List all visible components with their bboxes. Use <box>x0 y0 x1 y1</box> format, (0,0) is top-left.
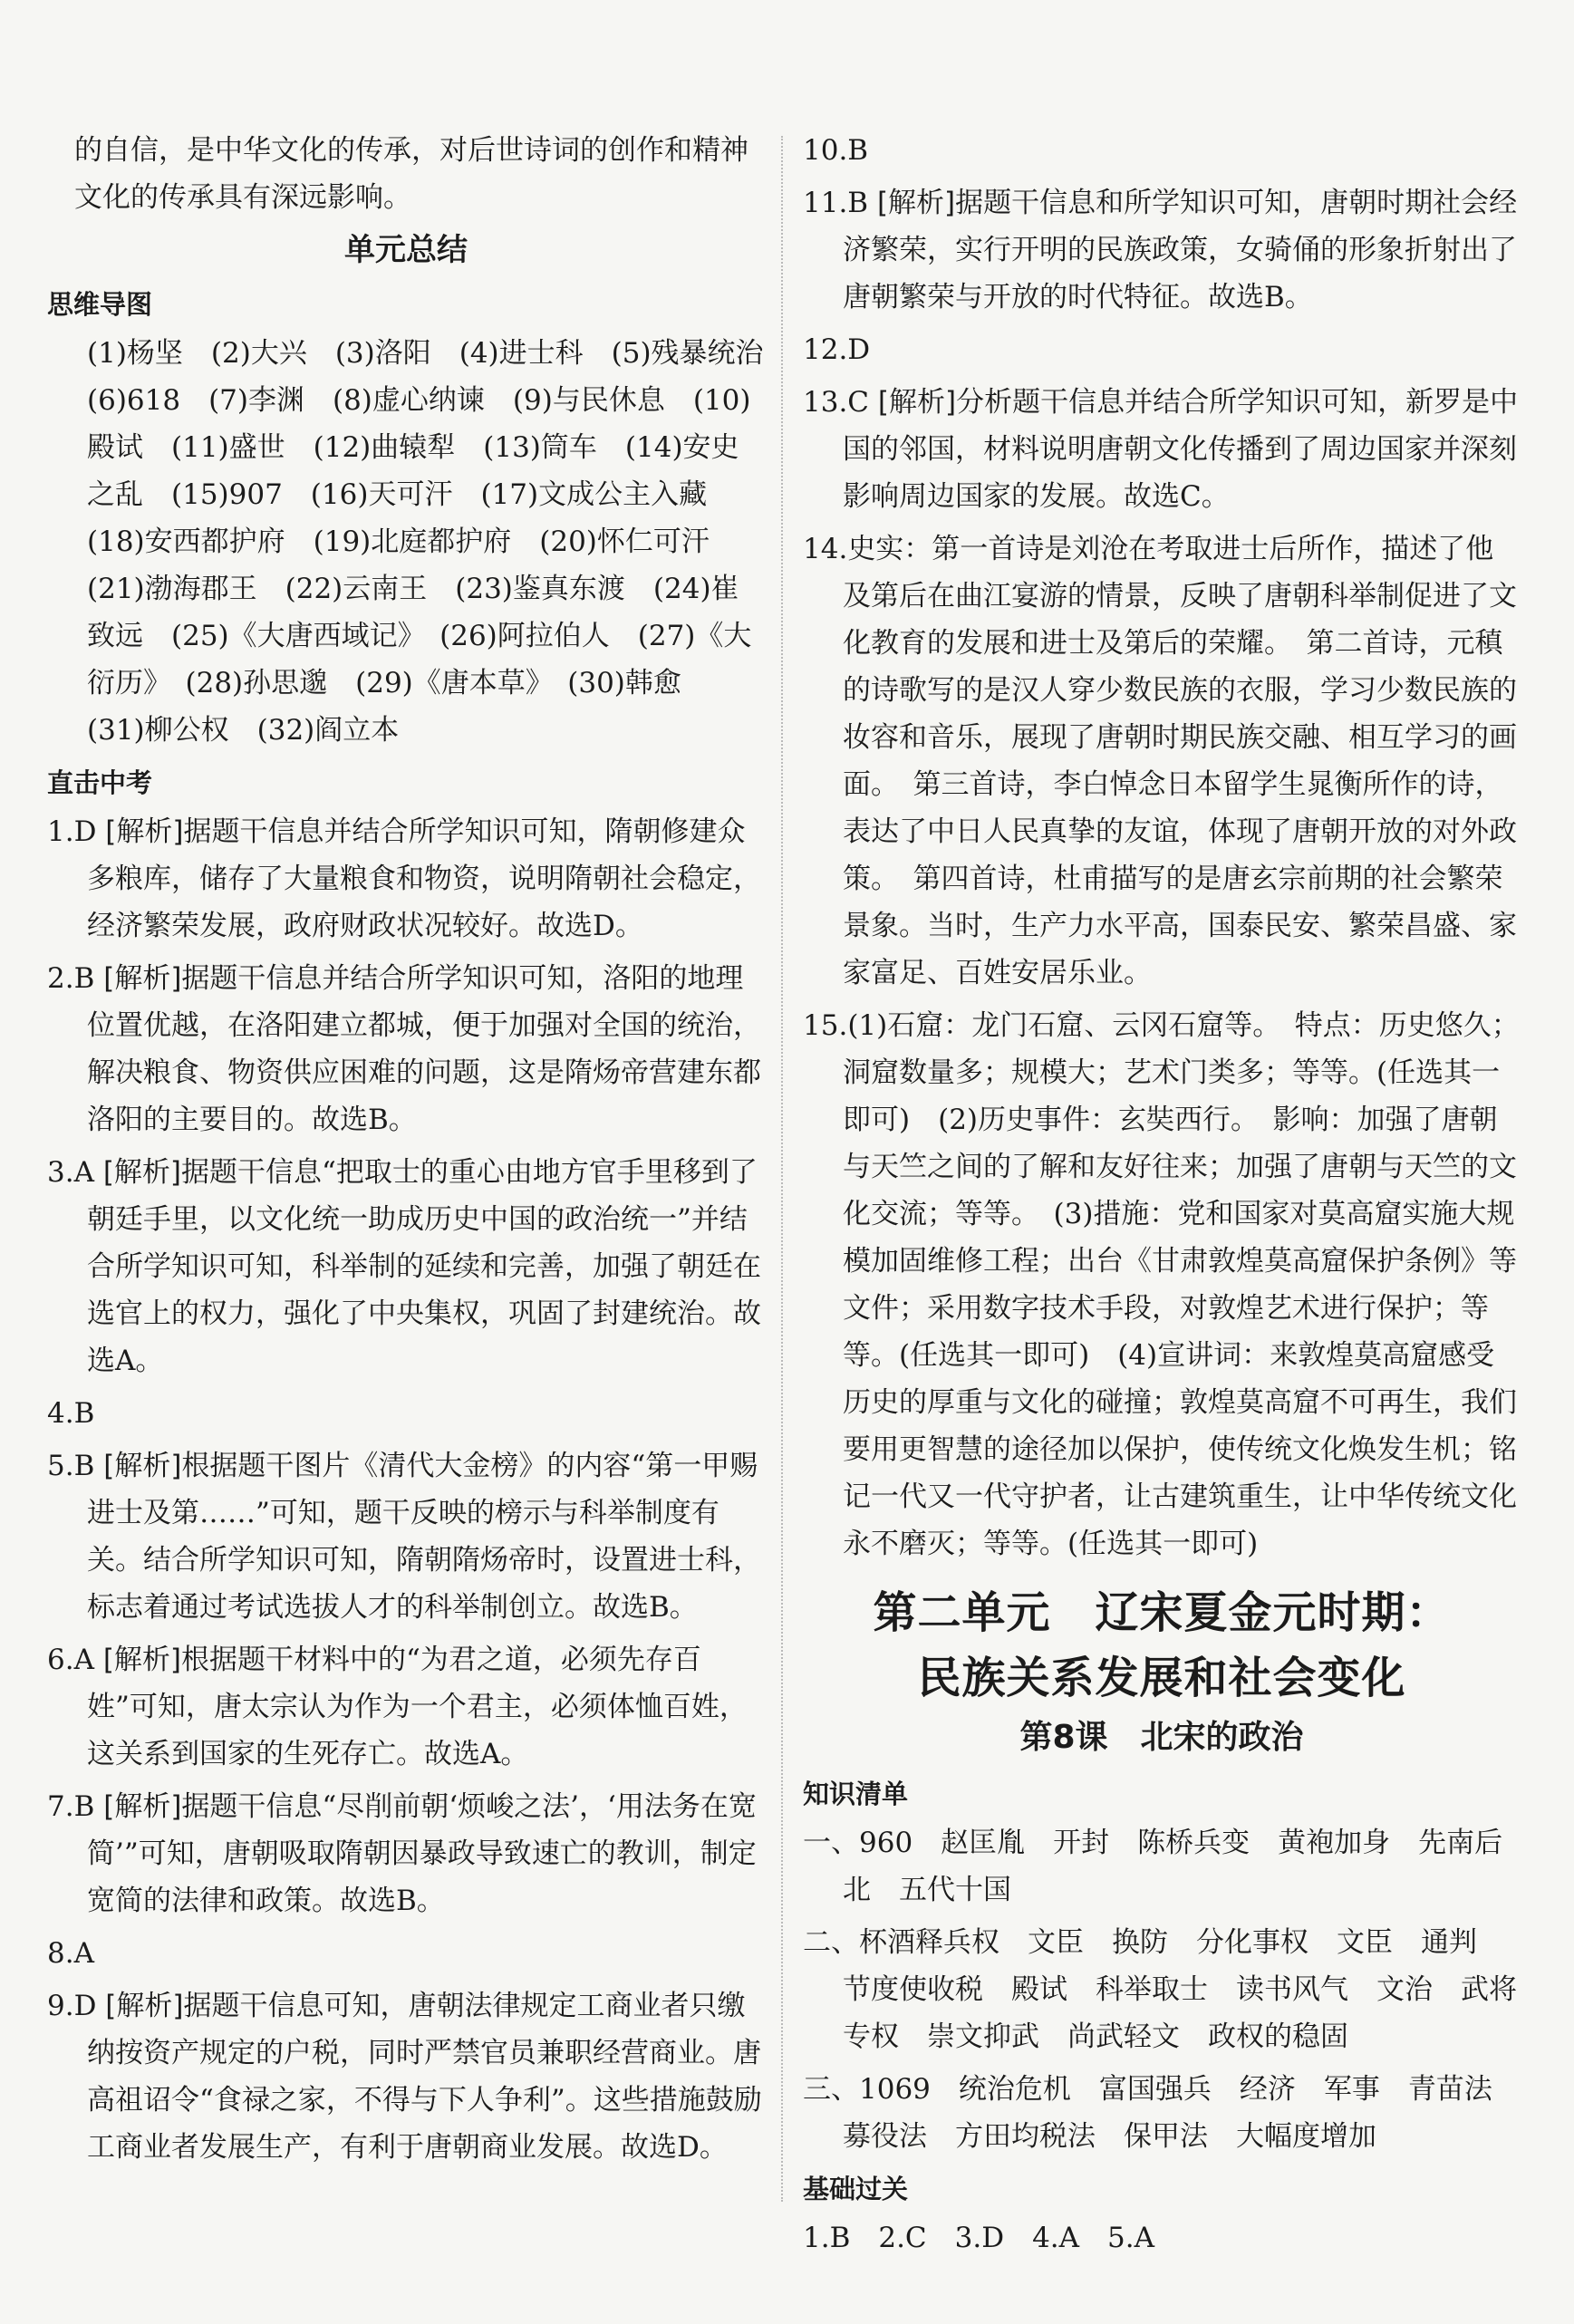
knowledge-item <box>803 2066 1521 2160</box>
analysis-tag: [解析] <box>102 1644 182 1676</box>
answer-number: 5.B <box>47 1450 95 1482</box>
mind-map-heading: 思维导图 <box>47 289 153 320</box>
answer-text: 根据题干材料中的“为君之道，必须先存百姓”可知，唐太宗认为作为一个君主，必须体恤百姓，这关系到国家的生死存亡。故选A。 <box>87 1644 748 1770</box>
answer-text: 据题干信息并结合所学知识可知，洛阳的地理位置优越，在洛阳建立都城，便于加强对全国的统治，解决粮食、物资供应困难的问题，这是隋炀帝营建东都洛阳的主要目的。故选B。 <box>87 962 761 1136</box>
knowledge-item <box>803 1919 1521 2060</box>
analysis-tag: [解析] <box>102 1156 182 1189</box>
answer-number: 8.A <box>47 1937 94 1970</box>
analysis-tag: [解析] <box>105 815 184 848</box>
answer-item <box>47 1149 765 1384</box>
answer-item <box>803 179 1521 321</box>
answer-number: 13.C <box>803 386 870 419</box>
answer-number: 6.A <box>47 1644 94 1676</box>
answer-text: 史实：第一首诗是刘沧在考取进士后所作，描述了他及第后在曲江宴游的情景，反映了唐朝科举制促进了文化教育的发展和进士及第后的荣耀。 第二首诗，元稹的诗歌写的是汉人穿少数民族的衣服，学习少数民族的妆容和音乐，展现了唐朝时期民族交融、相互学习的画面。 第三首诗，李白悼念日本留学生晁衡所作的诗，表达了中日人民真挚的友谊，体现了唐朝开放的对外政策。 第四首诗，杜甫描写的是唐玄宗前期的社会繁荣景象。当时，生产力水平高，国泰民安、繁荣昌盛、家家富足、百姓安居乐业。 <box>843 533 1517 989</box>
answer-text: 据题干信息“尽削前朝‘烦峻之法’，‘用法务在宽简’”可知，唐朝吸取隋朝因暴政导致速亡的教训，制定宽简的法律和政策。故选B。 <box>87 1790 757 1917</box>
answer-text: 据题干信息可知，唐朝法律规定工商业者只缴纳按资产规定的户税，同时严禁官员兼职经营商业。唐高祖诏令“食禄之家，不得与下人争利”。这些措施鼓励工商业者发展生产，有利于唐朝商业发展。故选D。 <box>87 1990 762 2164</box>
answer-number: 14. <box>803 533 848 565</box>
answer-number: 3.A <box>47 1156 94 1189</box>
analysis-tag: [解析] <box>877 386 957 419</box>
answer-item <box>47 1982 765 2171</box>
basic-heading: 基础过关 <box>803 2174 909 2204</box>
left-column <box>47 127 792 2171</box>
answer-item <box>47 808 765 950</box>
answer-number: 9.D <box>47 1990 97 2022</box>
answer-item <box>47 1930 765 1977</box>
answer-text: 分析题干信息并结合所学知识可知，新罗是中国的邻国，材料说明唐朝文化传播到了周边国家并深刻影响周边国家的发展。故选C。 <box>843 386 1519 513</box>
knowledge-item <box>803 1819 1521 1914</box>
answer-item <box>803 326 1521 373</box>
answer-number: 7.B <box>47 1790 95 1823</box>
answer-item <box>803 526 1521 997</box>
answer-item <box>803 127 1521 174</box>
unit2-title-line1: 第二单元 辽宋夏金元时期： <box>873 1587 1451 1638</box>
answer-number: 4.B <box>47 1397 95 1430</box>
analysis-tag: [解析] <box>103 1450 182 1482</box>
knowledge-text: 1069 统治危机 富国强兵 经济 军事 青苗法 募役法 方田均税法 保甲法 大幅度增加 <box>843 2073 1521 2153</box>
intro-text: 的自信，是中华文化的传承，对后世诗词的创作和精神文化的传承具有深远影响。 <box>74 134 748 214</box>
answer-text: (1)石窟：龙门石窟、云冈石窟等。 特点：历史悠久；洞窟数量多；规模大；艺术门类多；等等。(任选其一即可) (2)历史事件：玄奘西行。 影响：加强了唐朝与天竺之间的了解和友好往来；加强了唐朝与天竺的文化交流；等等。 (3)措施：党和国家对莫高窟实施大规模加固维修工程；出台《甘肃敦煌莫高窟保护条例》等文件；采用数字技术手段，对敦煌艺术进行保护；等等。(任选其一即可) (4)宣讲词：来敦煌莫高窟感受历史的厚重与文化的碰撞；敦煌莫高窟不可再生，我们要用更智慧的途径加以保护，使传统文化焕发生机；铭记一代又一代守护者，让古建筑重生，让中华传统文化永不磨灭；等等。(任选其一即可) <box>843 1009 1520 1560</box>
analysis-tag: [解析] <box>105 1990 184 2022</box>
knowledge-heading: 知识清单 <box>803 1779 909 1809</box>
knowledge-text: 960 赵匡胤 开封 陈桥兵变 黄袍加身 先南后北 五代十国 <box>843 1827 1503 1906</box>
exam-heading: 直击中考 <box>47 767 153 798</box>
answer-item <box>803 1002 1521 1567</box>
knowledge-number: 三、 <box>803 2073 859 2106</box>
answer-number: 10.B <box>803 134 869 167</box>
answer-item <box>803 379 1521 520</box>
answer-number: 15. <box>803 1009 848 1042</box>
knowledge-number: 一、 <box>803 1827 859 1859</box>
answer-text: 据题干信息并结合所学知识可知，隋朝修建众多粮库，储存了大量粮食和物资，说明隋朝社会稳定，经济繁荣发展，政府财政状况较好。故选D。 <box>87 815 761 942</box>
analysis-tag: [解析] <box>876 187 956 219</box>
answer-number: 12.D <box>803 333 871 366</box>
answer-text: 根据题干图片《清代大金榜》的内容“第一甲赐进士及第……”可知，题干反映的榜示与科举制度有关。结合所学知识可知，隋朝隋炀帝时，设置进士科，标志着通过考试选拔人才的科举制创立。故选B。 <box>87 1450 761 1624</box>
answer-item <box>47 1783 765 1924</box>
lesson-title: 第8课 北宋的政治 <box>1019 1719 1304 1756</box>
analysis-tag: [解析] <box>103 1790 182 1823</box>
column-divider <box>781 136 783 2202</box>
unit-summary-title: 单元总结 <box>344 232 468 268</box>
answer-item <box>47 1636 765 1778</box>
answer-number: 11.B <box>803 187 869 219</box>
answer-text: 据题干信息和所学知识可知，唐朝时期社会经济繁荣，实行开明的民族政策，女骑俑的形象折射出了唐朝繁荣与开放的时代特征。故选B。 <box>843 187 1518 313</box>
answer-number: 2.B <box>47 962 95 995</box>
answer-item <box>47 1442 765 1631</box>
mind-map-text: (1)杨坚 (2)大兴 (3)洛阳 (4)进士科 (5)残暴统治 (6)618 (7)李渊 (8)虚心纳谏 (9)与民休息 (10)殿试 (11)盛世 (12)曲辕犁 (13)筒车 (14)安史之乱 (15)907 (16)天可汗 (17)文成公主入藏 (18)安西都护府 (19)北庭都护府 (20)怀仁可汗 (21)渤海郡王 (22)云南王 (23)鉴真东渡 (24)崔致远 (25)《大唐西域记》 (26)阿拉伯人 (27)《大衍历》 (28)孙思邈 (29)《唐本草》 (30)韩愈 (31)柳公权 (32)阎立本 <box>87 337 792 747</box>
answer-number: 1.D <box>47 815 97 848</box>
answer-item <box>47 1390 765 1437</box>
analysis-tag: [解析] <box>103 962 182 995</box>
unit2-title-line2: 民族关系发展和社会变化 <box>917 1653 1406 1703</box>
right-column <box>803 127 1521 2261</box>
answer-text: 据题干信息“把取士的重心由地方官手里移到了朝廷手里，以文化统一助成历史中国的政治统一”并结合所学知识可知，科举制的延续和完善，加强了朝廷在选官上的权力，强化了中央集权，巩固了封建统治。故选A。 <box>87 1156 761 1377</box>
knowledge-text: 杯酒释兵权 文臣 换防 分化事权 文臣 通判 节度使收税 殿试 科举取士 读书风气 文治 武将专权 崇文抑武 尚武轻文 政权的稳固 <box>843 1926 1517 2053</box>
basic-answers: 1.B 2.C 3.D 4.A 5.A <box>803 2222 1155 2254</box>
knowledge-number: 二、 <box>803 1926 859 1959</box>
answer-item <box>47 955 765 1143</box>
